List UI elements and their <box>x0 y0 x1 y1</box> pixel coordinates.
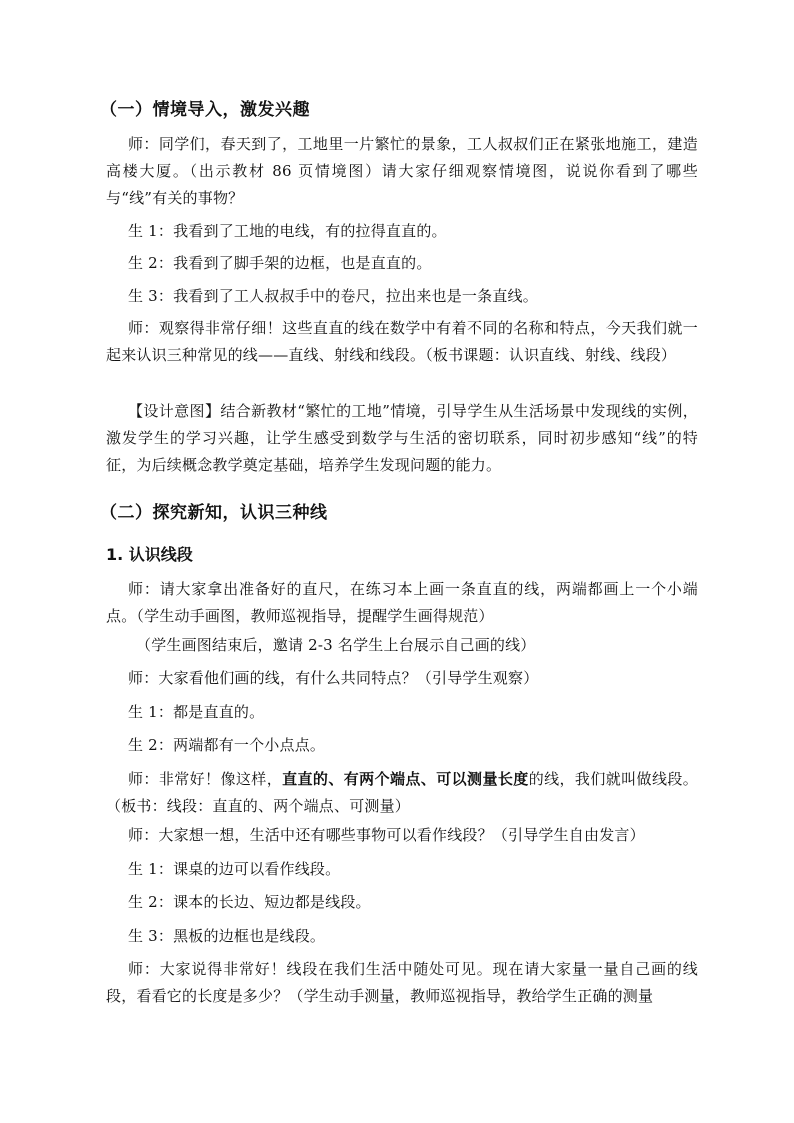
definition-paragraph <box>106 766 698 820</box>
paragraph: 师：同学们，春天到了，工地里一片繁忙的景象，工人叔叔们正在紧张地施工，建造高楼大厦。（出示教材 86 页情境图）请大家仔细观察情境图，说说你看到了哪些与“线”有关的事物？ <box>106 135 698 207</box>
paragraph: 师：大家想一想，生活中还有哪些事物可以看作线段？（引导学生自由发言） <box>128 826 645 844</box>
section-2-heading: （二）探究新知，认识三种线 <box>100 503 328 523</box>
paragraph: 生 2：两端都有一个小点点。 <box>128 736 326 754</box>
subsection-heading: 1. 认识线段 <box>106 545 193 564</box>
paragraph-text: 师：非常好！像这样， <box>128 770 283 788</box>
paragraph: 师：大家看他们画的线，有什么共同特点？（引导学生观察） <box>128 669 539 687</box>
paragraph: 生 1：课桌的边可以看作线段。 <box>128 860 341 878</box>
paragraph: 生 1：我看到了工地的电线，有的拉得直直的。 <box>128 222 447 240</box>
paragraph: 生 3：黑板的边框也是线段。 <box>128 927 326 945</box>
emphasis-text: 直直的、有两个端点、可以测量长度 <box>282 770 529 788</box>
paragraph: （学生画图结束后，邀请 2-3 名学生上台展示自己画的线） <box>136 636 536 654</box>
paragraph: 生 3：我看到了工人叔叔手中的卷尺，拉出来也是一条直线。 <box>128 287 538 305</box>
design-intent-paragraph: 【设计意图】结合新教材“繁忙的工地”情境，引导学生从生活场景中发现线的实例，激发学生的学习兴趣，让学生感受到数学与生活的密切联系，同时初步感知“线”的特征，为后续概念教学奠定基础，培养学生发现问题的能力。 <box>106 402 698 474</box>
paragraph: 师：大家说得非常好！线段在我们生活中随处可见。现在请大家量一量自己画的线段，看看它的长度是多少？（学生动手测量，教师巡视指导，教给学生正确的测量 <box>106 960 698 1005</box>
section-1-heading: （一）情境导入，激发兴趣 <box>100 100 310 120</box>
paragraph-text: 的线，我们就叫做线段。（板书：线段：直直的、两个端点、可测量） <box>106 770 698 815</box>
paragraph: 生 2：我看到了脚手架的边框，也是直直的。 <box>128 254 432 272</box>
paragraph: 师：观察得非常仔细！这些直直的线在数学中有着不同的名称和特点，今天我们就一起来认识三种常见的线——直线、射线和线段。（板书课题：认识直线、射线、线段） <box>106 319 698 364</box>
paragraph: 师：请大家拿出准备好的直尺，在练习本上画一条直直的线，两端都画上一个小端点。（学生动手画图，教师巡视指导，提醒学生画得规范） <box>106 580 698 625</box>
paragraph: 生 1：都是直直的。 <box>128 703 265 721</box>
paragraph: 生 2：课本的长边、短边都是线段。 <box>128 893 371 911</box>
